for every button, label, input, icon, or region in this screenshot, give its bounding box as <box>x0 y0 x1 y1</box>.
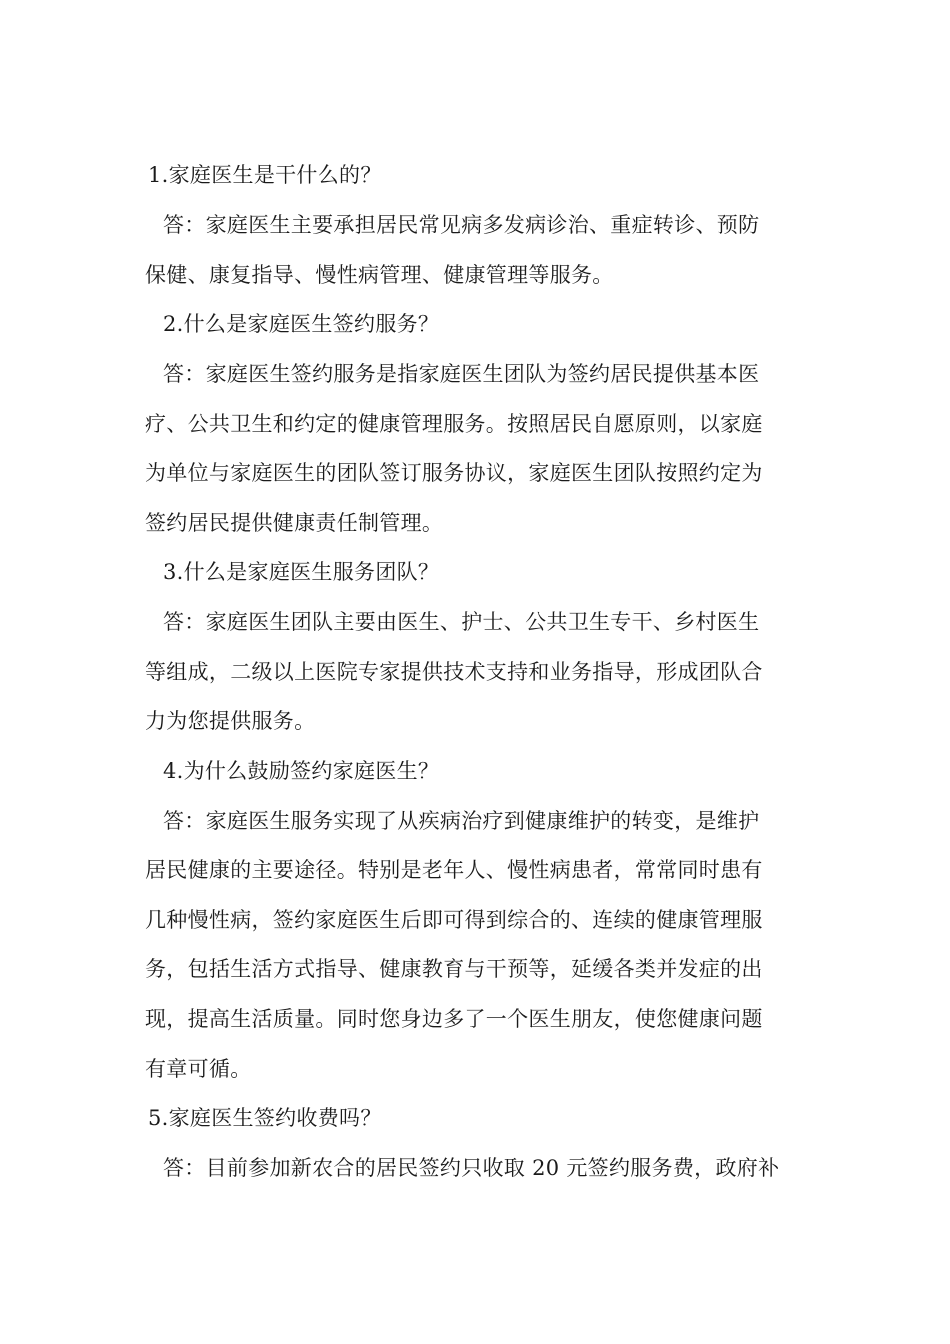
answer-3-line-3: 力为您提供服务。 <box>145 709 316 733</box>
answer-1-line-2: 保健、康复指导、慢性病管理、健康管理等服务。 <box>145 263 614 287</box>
answer-4-line-1: 答：家庭医生服务实现了从疾病治疗到健康维护的转变，是维护 <box>163 809 760 833</box>
answer-1-line-1: 答：家庭医生主要承担居民常见病多发病诊治、重症转诊、预防 <box>163 213 760 237</box>
question-3: 3.什么是家庭医生服务团队？ <box>163 560 440 584</box>
question-1: 1.家庭医生是干什么的？ <box>148 163 382 187</box>
answer-4-line-2: 居民健康的主要途径。特别是老年人、慢性病患者，常常同时患有 <box>145 858 763 882</box>
answer-4-line-5: 现，提高生活质量。同时您身边多了一个医生朋友，使您健康问题 <box>145 1007 763 1031</box>
answer-4-line-4: 务，包括生活方式指导、健康教育与干预等，延缓各类并发症的出 <box>145 957 763 981</box>
answer-3-line-1: 答：家庭医生团队主要由医生、护士、公共卫生专干、乡村医生 <box>163 610 760 634</box>
answer-2-line-1: 答：家庭医生签约服务是指家庭医生团队为签约居民提供基本医 <box>163 362 760 386</box>
question-2: 2.什么是家庭医生签约服务？ <box>163 312 440 336</box>
answer-5-line-1: 答：目前参加新农合的居民签约只收取 20 元签约服务费，政府补 <box>163 1156 780 1180</box>
question-4: 4.为什么鼓励签约家庭医生？ <box>163 759 440 783</box>
answer-4-line-3: 几种慢性病，签约家庭医生后即可得到综合的、连续的健康管理服 <box>145 908 763 932</box>
answer-2-line-3: 为单位与家庭医生的团队签订服务协议，家庭医生团队按照约定为 <box>145 461 763 485</box>
answer-2-line-2: 疗、公共卫生和约定的健康管理服务。按照居民自愿原则，以家庭 <box>145 412 763 436</box>
answer-4-line-6: 有章可循。 <box>145 1057 252 1081</box>
question-5: 5.家庭医生签约收费吗？ <box>148 1106 382 1130</box>
answer-3-line-2: 等组成，二级以上医院专家提供技术支持和业务指导，形成团队合 <box>145 660 763 684</box>
answer-2-line-4: 签约居民提供健康责任制管理。 <box>145 511 444 535</box>
